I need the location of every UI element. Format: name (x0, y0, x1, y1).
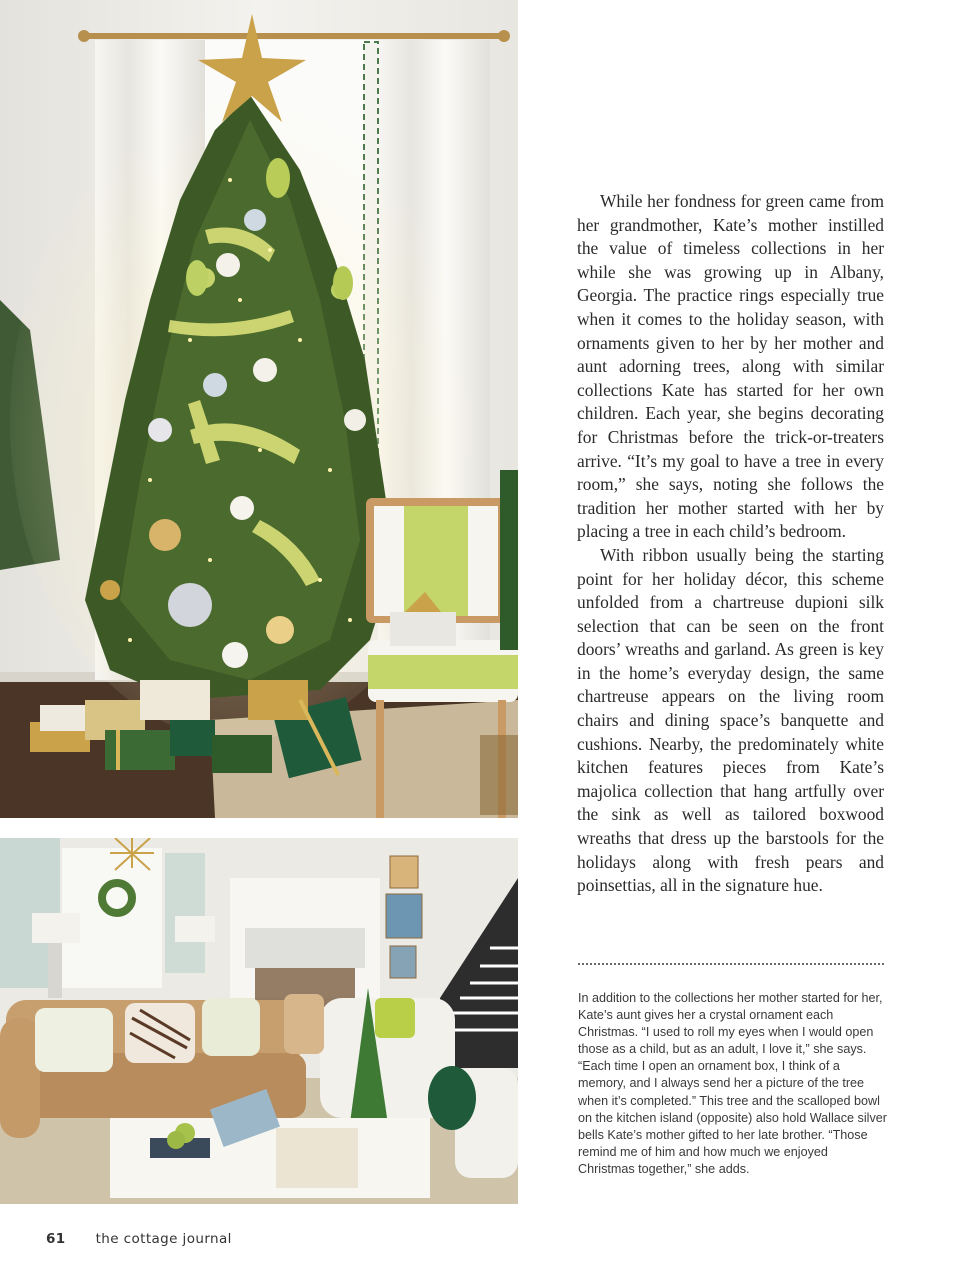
publication-name: the cottage journal (95, 1231, 232, 1247)
living-room-illustration (0, 838, 518, 1204)
page-folio (46, 1231, 232, 1247)
living-room-photo (0, 838, 518, 1204)
article-paragraph: While her fondness for green came from her grandmother, Kate’s mother instilled the value of timeless collections in her while she was growing up in Albany, Georgia. The practice rings especially true when it comes to the holiday season, with ornaments given to her by her mother and aunt adorning trees, along with similar collections Kate has started for her own children. Each year, she begins decorating for Christmas before the trick-or-treaters arrive. “It’s my goal to have a tree in every room,” she says, noting she follows the tradition her mother started with her by placing a tree in each child’s bedroom. (577, 191, 884, 542)
christmas-tree-photo (0, 0, 518, 818)
article-paragraph: With ribbon usually being the starting point for her holiday décor, this scheme unfolded from a chartreuse dupioni silk selection that can be seen on the front doors’ wreaths and garland. As green is key in the home’s everyday design, the same chartreuse appears on the living room chairs and dining space’s banquette and cushions. Nearby, the predominately white kitchen features pieces from Kate’s majolica collection that hang artfully over the sink as well as tailored boxwood wreaths that dress up the barstools for the holidays along with fresh pears and poinsettias, all in the signature hue. (577, 544, 884, 896)
article-body (577, 190, 884, 898)
photo-caption: In addition to the collections her mother started for her, Kate’s aunt gives her a crystal ornament each Christmas. “I used to roll my eyes when I would open those as a child, but as an adult, I love it,” she says. “Each time I open an ornament box, I think of a memory, and I always send her a picture of the tree when it’s completed.” This tree and the scalloped bowl on the kitchen island (opposite) also hold Wallace silver bells Kate’s mother gifted to her late brother. “Those remind me of him and how much we enjoyed Christmas together,” she adds. (578, 991, 887, 1176)
page-number: 61 (46, 1231, 66, 1247)
christmas-tree-illustration (0, 0, 518, 818)
dotted-divider (578, 963, 884, 965)
